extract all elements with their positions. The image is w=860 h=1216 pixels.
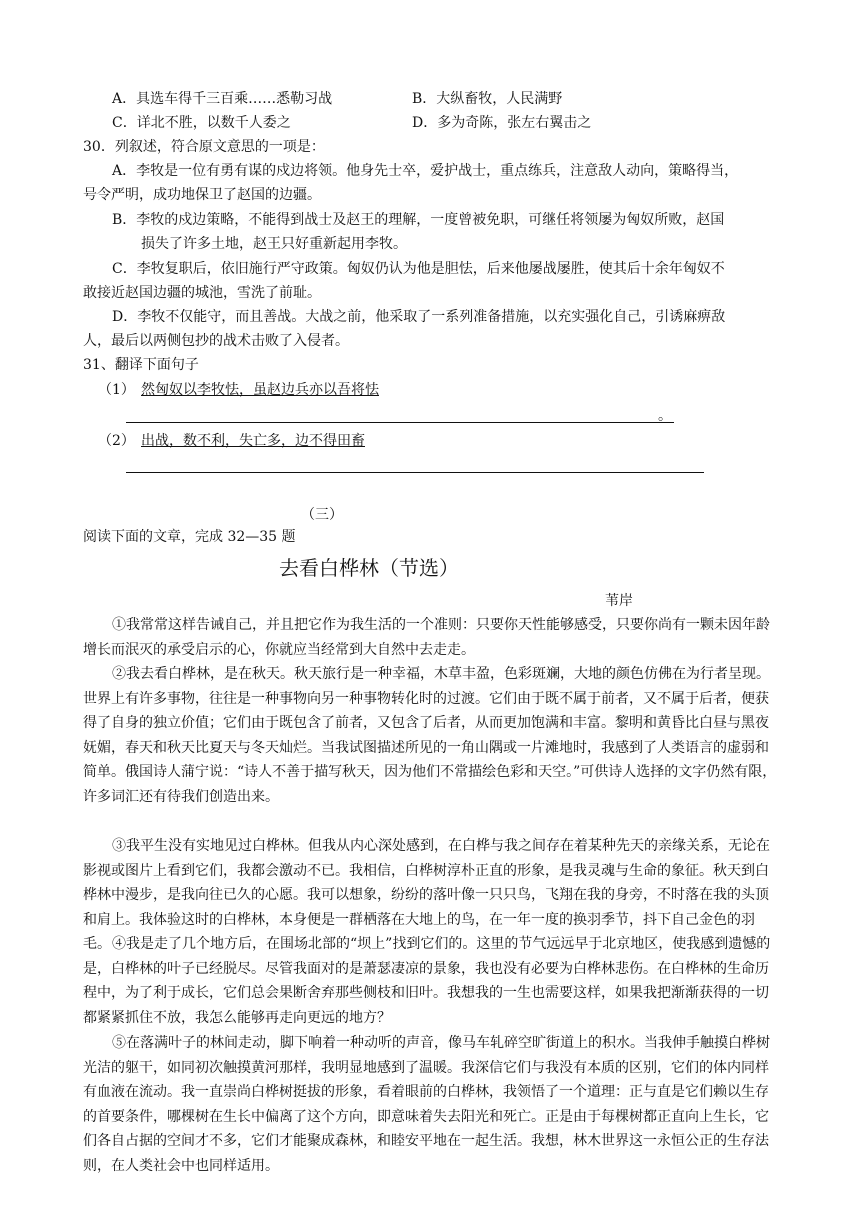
option-29-d: D．多为奇陈，张左右翼击之 <box>412 115 592 131</box>
article-title: 去看白桦林（节选） <box>279 556 459 580</box>
option-29-b: B．大纵畜牧，人民满野 <box>412 91 563 107</box>
paragraph-2: ②我去看白桦林，是在秋天。秋天旅行是一种幸福，木草丰盈，色彩斑斓，大地的颜色仿佛在为行者呈现。世界上有许多事物，往往是一种事物向另一种事物转化时的过渡。它们由于既不属于前者，又不属于后者，便获得了自身的独立价值；它们由于既包含了前者，又包含了后者，从而更加饱满和丰富。黎明和黄昏比白昼与黑夜妩媚，春天和秋天比夏天与冬天灿烂。当我试图描述所见的一角山隅或一片滩地时，我感到了人类语言的虚弱和简单。俄国诗人蒲宁说：“诗人不善于描写秋天，因为他们不常描绘色彩和天空。”可供诗人选择的文字仍然有限，许多词汇还有待我们创造出来。 <box>83 666 777 805</box>
answer-line-1-period: 。 <box>658 408 672 424</box>
sentence-2-number: （2） <box>98 433 135 449</box>
sentence-1-number: （1） <box>98 382 135 398</box>
question-31-stem: 31、翻译下面句子 <box>83 357 199 373</box>
option-30-a-line2: 号令严明，成功地保卫了赵国的边疆。 <box>83 187 321 203</box>
sentence-2-text: 出战，数不利，失亡多，边不得田畜 <box>141 433 365 449</box>
option-30-c-line2: 敢接近赵国边疆的城池，雪洗了前耻。 <box>83 285 321 301</box>
option-30-a-line1: A．李牧是一位有勇有谋的戍边将领。他身先士卒，爱护战士，重点练兵，注意敌人动向，策略得当， <box>112 163 739 179</box>
option-30-b-line2: 损失了许多土地，赵王只好重新起用李牧。 <box>141 236 407 252</box>
paragraph-3: ③我平生没有实地见过白桦林。但我从内心深处感到，在白桦与我之间存在着某种先天的亲缘关系，无论在影视或图片上看到它们，我都会激动不已。我相信，白桦树淳朴正直的形象，是我灵魂与生命的象征。秋天到白桦林中漫步，是我向往已久的心愿。我可以想象，纷纷的落叶像一只只鸟，飞翔在我的身旁，不时落在我的头顶和肩上。我体验这时的白桦林，本身便是一群栖落在大地上的鸟，在一年一度的换羽季节，抖下自己金色的羽毛。 <box>83 838 770 953</box>
answer-line-2 <box>126 472 704 473</box>
article-author: 苇岸 <box>605 593 633 609</box>
option-30-b-line1: B．李牧的戍边策略，不能得到战士及赵王的理解，一度曾被免职，可继任将领屡为匈奴所败，赵国 <box>112 212 725 228</box>
reading-instruction: 阅读下面的文章，完成 32—35 题 <box>83 529 296 545</box>
answer-line-1 <box>126 422 674 423</box>
sentence-1-text: 然匈奴以李牧怯，虽赵边兵亦以吾将怯 <box>141 382 379 398</box>
paragraph-5: ⑤在落满叶子的林间走动，脚下响着一种动听的声音，像马车轧碎空旷街道上的积水。当我伸手触摸白桦树光洁的躯干，如同初次触摸黄河那样，我明显地感到了温暖。我深信它们与我没有本质的区别，它们的体内同样有血液在流动。我一直崇尚白桦树挺拔的形象，看着眼前的白桦林，我领悟了一个道理：正与直是它们赖以生存的首要条件，哪棵树在生长中偏离了这个方向，即意味着失去阳光和死亡。正是由于每棵树都正直向上生长，它们各自占据的空间才不多，它们才能聚成森林，和睦安平地在一起生活。我想，林木世界这一永恒公正的生存法则，在人类社会中也同样适用。 <box>83 1035 770 1174</box>
option-30-c-line1: C．李牧复职后，依旧施行严守政策。匈奴仍认为他是胆怯，后来他屡战屡胜，使其后十余年匈奴不 <box>112 261 725 277</box>
section-heading: （三） <box>301 507 343 523</box>
paragraph-4: ④我是走了几个地方后，在围场北部的“坝上”找到它们的。这里的节气远远早于北京地区，使我感到遗憾的是，白桦林的叶子已经脱尽。尽管我面对的是萧瑟凄凉的景象，我也没有必要为白桦林悲伤。在白桦林的生命历程中，为了利于成长，它们总会果断舍弃那些侧枝和旧叶。我想我的一生也需要这样，如果我把渐渐获得的一切都紧紧抓住不放，我怎么能够再走向更远的地方？ <box>83 936 771 1026</box>
option-30-d-line1: D．李牧不仅能守，而且善战。大战之前，他采取了一系列准备措施，以充实强化自己，引诱麻痹敌 <box>112 309 726 325</box>
paragraph-1: ①我常常这样告诫自己，并且把它作为我生活的一个准则：只要你天性能够感受，只要你尚有一颗未因年龄增长而泯灭的承受启示的心，你就应当经常到大自然中去走走。 <box>83 617 770 658</box>
question-30-stem: 30．列叙述，符合原文意思的一项是： <box>83 139 325 155</box>
option-29-c: C．详北不胜，以数千人委之 <box>112 115 291 131</box>
option-29-a: A．具选车得千三百乘……悉勒习战 <box>112 91 333 107</box>
option-30-d-line2: 人，最后以两侧包抄的战术击败了入侵者。 <box>83 333 349 349</box>
